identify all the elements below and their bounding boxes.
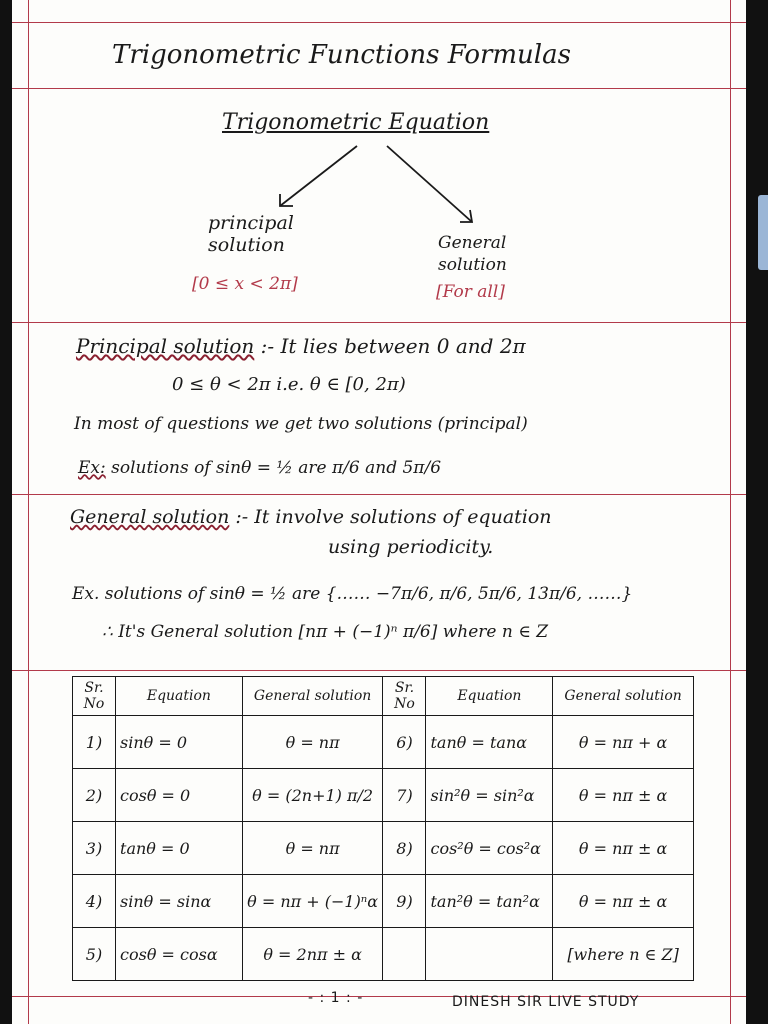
principal-label: principal solution bbox=[208, 212, 294, 256]
general-example: Ex. solutions of sinθ = ½ are {…… −7π/6, π/6, 5π/6, 13π/6, ……} bbox=[72, 584, 633, 604]
principal-section bbox=[76, 334, 526, 358]
principal-desc: :- It lies between 0 and 2π bbox=[260, 334, 526, 358]
table-cell: θ = nπ ± α bbox=[553, 769, 694, 822]
col-header: Equation bbox=[426, 677, 553, 716]
table-row bbox=[73, 769, 694, 822]
general-conclusion: ∴ It's General solution [nπ + (−1)ⁿ π/6] where n ∈ Z bbox=[102, 622, 549, 642]
footer-credit: DINESH SIR LIVE STUDY bbox=[452, 994, 640, 1010]
table-cell: sinθ = sinα bbox=[116, 875, 243, 928]
table-cell: θ = nπ + (−1)ⁿα bbox=[242, 875, 383, 928]
rule-line bbox=[12, 670, 746, 671]
branch-arrows bbox=[12, 0, 746, 330]
col-header: Sr. No bbox=[73, 677, 116, 716]
table-cell: sinθ = 0 bbox=[116, 716, 243, 769]
table-cell: θ = 2nπ ± α bbox=[242, 928, 383, 981]
page-number: - : 1 : - bbox=[308, 990, 364, 1006]
page-edge-tab bbox=[758, 195, 768, 270]
general-heading: General solution bbox=[70, 506, 230, 528]
table-row bbox=[73, 875, 694, 928]
table-cell: cos²θ = cos²α bbox=[426, 822, 553, 875]
table-cell: tanθ = 0 bbox=[116, 822, 243, 875]
table-row bbox=[73, 716, 694, 769]
table-cell: 6) bbox=[383, 716, 426, 769]
table-cell: tan²θ = tan²α bbox=[426, 875, 553, 928]
table-cell bbox=[383, 928, 426, 981]
table-cell: 2) bbox=[73, 769, 116, 822]
general-range: [For all] bbox=[436, 282, 505, 302]
col-header: General solution bbox=[242, 677, 383, 716]
formula-table bbox=[72, 676, 694, 981]
table-cell: 3) bbox=[73, 822, 116, 875]
table-cell: 9) bbox=[383, 875, 426, 928]
principal-note: In most of questions we get two solutions (principal) bbox=[74, 414, 528, 434]
table-cell: 5) bbox=[73, 928, 116, 981]
table-cell: 7) bbox=[383, 769, 426, 822]
general-desc: :- It involve solutions of equation bbox=[235, 506, 552, 528]
example-label: Ex: bbox=[78, 458, 106, 478]
page-title: Trigonometric Functions Formulas bbox=[112, 40, 571, 70]
principal-example: Ex: solutions of sinθ = ½ are π/6 and 5π/6 bbox=[78, 458, 442, 478]
diagram-heading: Trigonometric Equation bbox=[222, 110, 490, 135]
principal-range: [0 ≤ x < 2π] bbox=[192, 274, 298, 294]
col-header: Sr. No bbox=[383, 677, 426, 716]
rule-line bbox=[12, 494, 746, 495]
table-cell: [where n ∈ Z] bbox=[553, 928, 694, 981]
table-cell: 1) bbox=[73, 716, 116, 769]
table-cell: θ = nπ ± α bbox=[553, 875, 694, 928]
general-label: General solution bbox=[438, 233, 507, 275]
principal-heading: Principal solution bbox=[76, 334, 255, 358]
principal-range-text: 0 ≤ θ < 2π i.e. θ ∈ [0, 2π) bbox=[172, 374, 406, 395]
general-section bbox=[70, 506, 552, 528]
table-cell: 8) bbox=[383, 822, 426, 875]
general-desc-2: using periodicity. bbox=[328, 536, 494, 558]
table-cell: θ = (2n+1) π/2 bbox=[242, 769, 383, 822]
table-cell: cosθ = 0 bbox=[116, 769, 243, 822]
col-header: General solution bbox=[553, 677, 694, 716]
table-cell: θ = nπ ± α bbox=[553, 822, 694, 875]
table-cell: θ = nπ bbox=[242, 822, 383, 875]
table-cell: 4) bbox=[73, 875, 116, 928]
table-cell: θ = nπ + α bbox=[553, 716, 694, 769]
table-cell: sin²θ = sin²α bbox=[426, 769, 553, 822]
table-row bbox=[73, 928, 694, 981]
table-cell: θ = nπ bbox=[242, 716, 383, 769]
table-cell bbox=[426, 928, 553, 981]
table-cell: cosθ = cosα bbox=[116, 928, 243, 981]
col-header: Equation bbox=[116, 677, 243, 716]
table-header-row bbox=[73, 677, 694, 716]
table-row bbox=[73, 822, 694, 875]
table-cell: tanθ = tanα bbox=[426, 716, 553, 769]
notebook-page bbox=[12, 0, 746, 1024]
